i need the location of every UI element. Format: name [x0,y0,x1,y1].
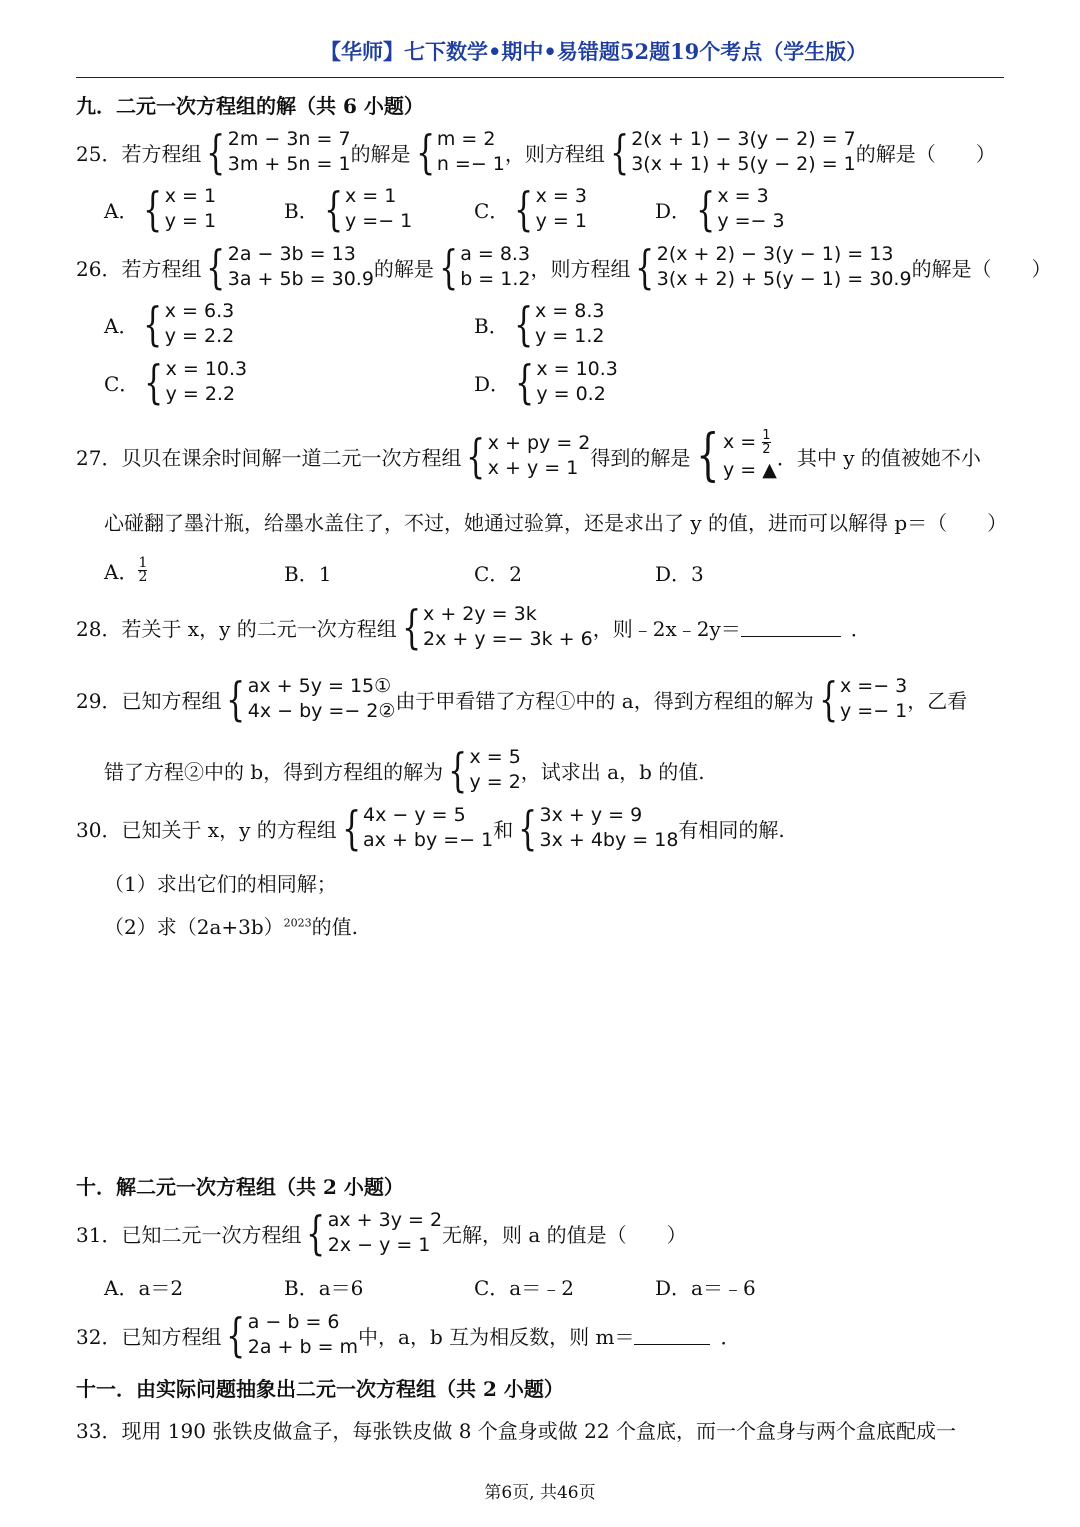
question-text: ，则﹣2x﹣2y＝ [592,616,741,641]
question-text: 已知方程组 [121,688,222,713]
solution-system: { x =− 3 y =− 1 [818,672,908,726]
answer-blank[interactable] [634,1326,710,1345]
question-text: ，乙看 [907,688,968,713]
equation-system: { 3x + y = 9 3x + 4by = 18 [518,801,679,855]
question-30-part1: （1）求出它们的相同解； [104,872,337,896]
question-number: 31． [76,1222,122,1247]
question-text: 的解是 [350,141,411,166]
question-text: 中，a，b 互为相反数，则 m＝ [358,1324,635,1349]
question-number: 30． [76,817,122,842]
question-28 [76,602,871,652]
question-30 [76,803,785,853]
page-number: 第6页, 共46页 [484,1483,596,1503]
option-a[interactable]: A． { x = 1 y = 1 [104,182,217,236]
question-26 [76,242,1052,292]
question-text: 已知关于 x，y 的方程组 [121,817,337,842]
question-text: 的解是（ ） [911,256,1052,281]
solution-system: { m = 2 n =− 1 [415,125,505,179]
option-a[interactable]: A． { x = 6.3 y = 2.2 [104,297,235,351]
solution-system: { a = 8.3 b = 1.2 [439,240,531,294]
question-text: 的解是 [373,256,434,281]
question-text: ． [850,616,871,641]
question-text: 已知二元一次方程组 [121,1222,302,1247]
section-title-11: 十一．由实际问题抽象出二元一次方程组（共 2 小题） [76,1377,564,1401]
question-text: 若关于 x，y 的二元一次方程组 [121,616,397,641]
equation-system: { a − b = 6 2a + b = m [226,1308,359,1362]
question-text: 和 [493,817,514,842]
question-text: 错了方程②中的 b，得到方程组的解为 [104,759,444,784]
option-a[interactable]: A．a＝2 [104,1276,184,1300]
equation-system: { 2(x + 2) − 3(y − 1) = 13 3(x + 2) + 5(y − 1) = 30.9 [635,240,912,294]
section-title-9: 九．二元一次方程组的解（共 6 小题） [76,94,424,118]
question-text: ．其中 y 的值被她不小 [776,445,981,470]
option-a[interactable]: A． $\frac{1}{2}$ [104,555,148,585]
option-b[interactable]: B． { x = 1 y =− 1 [284,182,413,236]
solution-system: { x = 5 y = 2 [448,743,521,797]
fraction: $\frac{1}{2}$ [762,428,771,457]
equation-system: { x + py = 2 x + y = 1 [466,429,591,483]
option-c[interactable]: C． { x = 10.3 y = 2.2 [104,355,248,409]
option-b[interactable]: B．a＝6 [284,1276,364,1300]
question-text: 若方程组 [121,256,202,281]
question-text: 无解，则 a 的值是（ ） [442,1222,687,1247]
question-33: 33．现用 190 张铁皮做盒子，每张铁皮做 8 个盒身或做 22 个盒底，而一个盒身与两个盒底配成一 [76,1419,956,1443]
question-27-line2: 心碰翻了墨汁瓶，给墨水盖住了，不过，她通过验算，还是求出了 y 的值，进而可以解得 p＝（ ） [104,511,1008,535]
option-d[interactable]: D．a＝﹣6 [655,1276,756,1300]
question-number: 26． [76,256,122,281]
option-c[interactable]: C．2 [474,562,523,586]
question-30-part2: （2）求$(2a+3b)^{2023}$的值. [104,915,359,939]
question-text: 贝贝在课余时间解一道二元一次方程组 [121,445,462,470]
question-29-line2 [104,745,705,795]
question-31 [76,1208,687,1258]
question-text: ，试求出 a，b 的值. [520,759,705,784]
question-25 [76,127,996,177]
solution-system: { x = $\frac{1}{2}$ y = ▲ [696,423,777,488]
question-text: 的解是（ ） [855,141,996,166]
option-b[interactable]: B．1 [284,562,332,586]
question-text: ，则方程组 [530,256,631,281]
option-d[interactable]: D． { x = 10.3 y = 0.2 [474,355,618,409]
equation-system: { 2m − 3n = 7 3m + 5n = 1 [206,125,351,179]
question-text: ，则方程组 [504,141,605,166]
option-b[interactable]: B． { x = 8.3 y = 1.2 [474,297,605,351]
answer-blank[interactable] [741,618,841,637]
question-number: 29． [76,688,122,713]
section-title-10: 十．解二元一次方程组（共 2 小题） [76,1175,404,1199]
question-text: 由于甲看错了方程①中的 a，得到方程组的解为 [395,688,814,713]
option-c[interactable]: C．a＝﹣2 [474,1276,574,1300]
question-27 [76,423,981,488]
equation-system: { ax + 3y = 2 2x − y = 1 [306,1206,443,1260]
question-32 [76,1310,740,1360]
question-29 [76,674,967,724]
header-title: 【华师】七下数学•期中•易错题52题19个考点（学生版） [320,39,868,64]
equation-system: { 2a − 3b = 13 3a + 5b = 30.9 [206,240,374,294]
equation-system: { x + 2y = 3k 2x + y =− 3k + 6 [401,600,593,654]
question-text: ． [720,1324,741,1349]
equation-system: { ax + 5y = 15① 4x − by =− 2② [226,672,396,726]
equation-system: { 2(x + 1) − 3(y − 2) = 7 3(x + 1) + 5(y − 2) = 1 [610,125,856,179]
question-text: 得到的解是 [590,445,691,470]
option-d[interactable]: D．3 [655,562,704,586]
question-text: 已知方程组 [121,1324,222,1349]
question-number: 27． [76,445,122,470]
option-d[interactable]: D． { x = 3 y =− 3 [655,182,785,236]
question-number: 25． [76,141,122,166]
question-number: 32． [76,1324,122,1349]
option-c[interactable]: C． { x = 3 y = 1 [474,182,587,236]
question-text: 若方程组 [121,141,202,166]
question-number: 28． [76,616,122,641]
header-divider [76,77,1004,78]
equation-system: { 4x − y = 5 ax + by =− 1 [341,801,494,855]
question-text: 有相同的解. [678,817,785,842]
